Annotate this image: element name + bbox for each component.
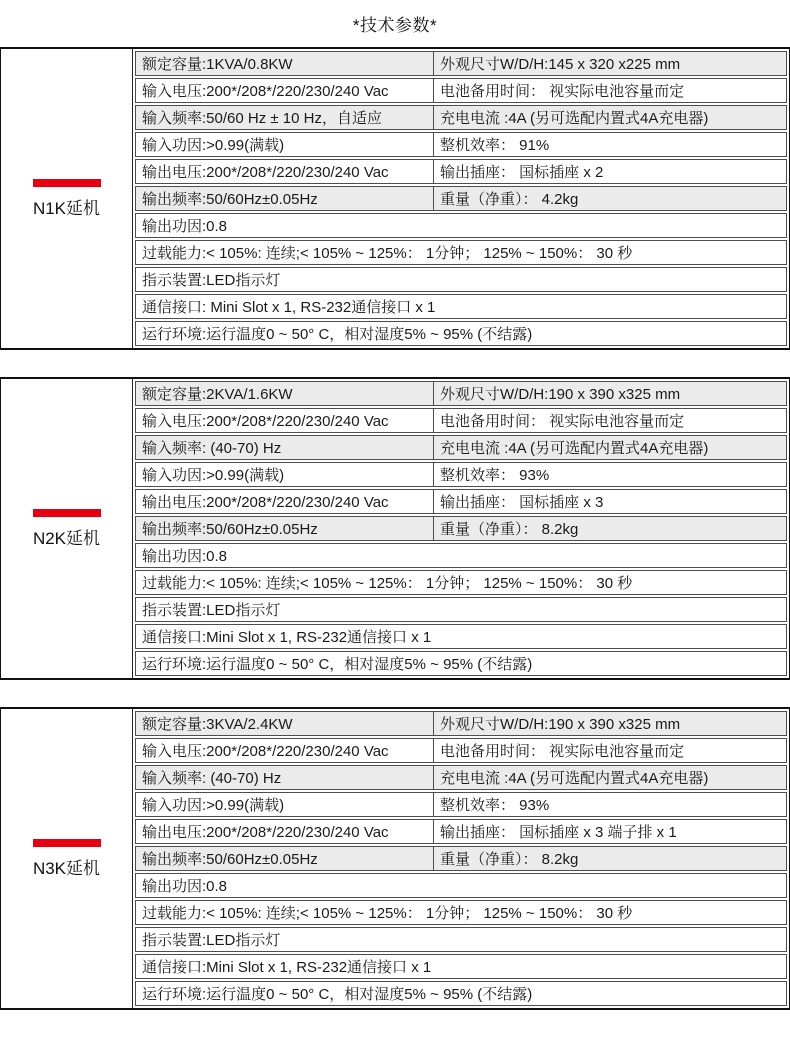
spec-cell-full: 过载能力:< 105%: 连续;< 105% ~ 125%： 1分钟； 125% ~ 150%： 30 秒 [142, 575, 633, 592]
spec-row [135, 321, 787, 346]
spec-cell-full: 输出功因:0.8 [142, 548, 228, 565]
spec-cell-left: 输出频率:50/60Hz±0.05Hz [136, 187, 434, 210]
spec-row [135, 186, 787, 211]
spec-cell-right: 充电电流 :4A (另可选配内置式4A充电器) [440, 440, 709, 457]
spec-cell-left: 额定容量:1KVA/0.8KW [136, 52, 434, 75]
spec-table-n2k [0, 377, 790, 680]
model-cell [1, 709, 133, 1008]
spec-row [135, 927, 787, 952]
spec-cell-full: 输出功因:0.8 [142, 878, 228, 895]
spec-cell-full: 通信接口:Mini Slot x 1, RS-232通信接口 x 1 [142, 959, 432, 976]
spec-cell-right: 充电电流 :4A (另可选配内置式4A充电器) [440, 110, 709, 127]
spec-row [135, 294, 787, 319]
spec-cell-left: 输入功因:>0.99(满载) [136, 133, 434, 156]
spec-row [135, 792, 787, 817]
spec-cell-right: 外观尺寸W/D/H:190 x 390 x325 mm [440, 716, 681, 733]
spec-cell-right: 电池备用时间： 视实际电池容量而定 [440, 83, 685, 100]
spec-cell-full: 指示装置:LED指示灯 [142, 932, 281, 949]
model-cell [1, 49, 133, 348]
spec-cell-left: 输出电压:200*/208*/220/230/240 Vac [136, 490, 434, 513]
spec-row [135, 105, 787, 130]
spec-cell-left: 输出电压:200*/208*/220/230/240 Vac [136, 820, 434, 843]
spec-row [135, 597, 787, 622]
spec-cell-full: 运行环境:运行温度0 ~ 50° C，相对湿度5% ~ 95% (不结露) [142, 656, 533, 673]
spec-row [135, 489, 787, 514]
spec-row [135, 159, 787, 184]
spec-row [135, 765, 787, 790]
spec-rows [133, 709, 789, 1008]
page-title: *技术参数* [352, 16, 438, 35]
spec-row [135, 624, 787, 649]
spec-cell-right: 重量（净重）： 8.2kg [440, 521, 579, 538]
spec-cell-full: 指示装置:LED指示灯 [142, 602, 281, 619]
spec-cell-full: 过载能力:< 105%: 连续;< 105% ~ 125%： 1分钟； 125% ~ 150%： 30 秒 [142, 245, 633, 262]
spec-row [135, 900, 787, 925]
spec-cell-left: 额定容量:2KVA/1.6KW [136, 382, 434, 405]
spec-row [135, 78, 787, 103]
spec-row [135, 981, 787, 1006]
spec-cell-right: 电池备用时间： 视实际电池容量而定 [440, 743, 685, 760]
spec-row [135, 51, 787, 76]
spec-row [135, 543, 787, 568]
spec-row [135, 570, 787, 595]
spec-cell-right: 整机效率： 91% [440, 137, 550, 154]
model-cell [1, 379, 133, 678]
spec-cell-full: 通信接口: Mini Slot x 1, RS-232通信接口 x 1 [142, 299, 436, 316]
red-accent-bar [33, 839, 101, 847]
spec-cell-left: 输入频率:50/60 Hz ± 10 Hz，自适应 [136, 106, 434, 129]
spec-cell-left: 输入电压:200*/208*/220/230/240 Vac [136, 409, 434, 432]
spec-row [135, 738, 787, 763]
spec-cell-left: 输出频率:50/60Hz±0.05Hz [136, 517, 434, 540]
spec-row [135, 711, 787, 736]
spec-row [135, 132, 787, 157]
spec-cell-right: 输出插座： 国标插座 x 3 [440, 494, 604, 511]
spec-cell-left: 输入频率: (40-70) Hz [136, 766, 434, 789]
spec-cell-full: 运行环境:运行温度0 ~ 50° C，相对湿度5% ~ 95% (不结露) [142, 986, 533, 1003]
spec-cell-left: 输入功因:>0.99(满载) [136, 793, 434, 816]
spec-cell-right: 重量（净重）： 8.2kg [440, 851, 579, 868]
spec-table-n1k [0, 47, 790, 350]
spec-cell-right: 外观尺寸W/D/H:145 x 320 x225 mm [440, 56, 681, 73]
spec-cell-right: 输出插座： 国标插座 x 2 [440, 164, 604, 181]
spec-cell-left: 输入电压:200*/208*/220/230/240 Vac [136, 739, 434, 762]
spec-cell-full: 输出功因:0.8 [142, 218, 228, 235]
spec-row [135, 819, 787, 844]
spec-row [135, 213, 787, 238]
spec-row [135, 873, 787, 898]
spec-cell-right: 充电电流 :4A (另可选配内置式4A充电器) [440, 770, 709, 787]
spec-row [135, 516, 787, 541]
spec-row [135, 267, 787, 292]
spec-cell-right: 整机效率： 93% [440, 797, 550, 814]
spec-cell-right: 电池备用时间： 视实际电池容量而定 [440, 413, 685, 430]
spec-cell-right: 外观尺寸W/D/H:190 x 390 x325 mm [440, 386, 681, 403]
spec-cell-right: 重量（净重）： 4.2kg [440, 191, 579, 208]
spec-cell-left: 输入频率: (40-70) Hz [136, 436, 434, 459]
spec-row [135, 846, 787, 871]
red-accent-bar [33, 509, 101, 517]
spec-cell-full: 运行环境:运行温度0 ~ 50° C，相对湿度5% ~ 95% (不结露) [142, 326, 533, 343]
spec-table-n3k [0, 707, 790, 1010]
spec-row [135, 408, 787, 433]
red-accent-bar [33, 179, 101, 187]
spec-rows [133, 379, 789, 678]
spec-cell-left: 额定容量:3KVA/2.4KW [136, 712, 434, 735]
spec-row [135, 954, 787, 979]
spec-row [135, 435, 787, 460]
spec-row [135, 651, 787, 676]
model-name-label: N2K延机 [32, 528, 101, 548]
spec-row [135, 462, 787, 487]
spec-row [135, 240, 787, 265]
spec-cell-full: 过载能力:< 105%: 连续;< 105% ~ 125%： 1分钟； 125% ~ 150%： 30 秒 [142, 905, 633, 922]
spec-cell-full: 通信接口:Mini Slot x 1, RS-232通信接口 x 1 [142, 629, 432, 646]
spec-cell-right: 整机效率： 93% [440, 467, 550, 484]
model-name-label: N1K延机 [32, 198, 101, 218]
spec-cell-left: 输入功因:>0.99(满载) [136, 463, 434, 486]
spec-tables-container [0, 47, 790, 1010]
spec-cell-full: 指示装置:LED指示灯 [142, 272, 281, 289]
spec-cell-left: 输出频率:50/60Hz±0.05Hz [136, 847, 434, 870]
spec-cell-left: 输入电压:200*/208*/220/230/240 Vac [136, 79, 434, 102]
model-name-label: N3K延机 [32, 858, 101, 878]
spec-row [135, 381, 787, 406]
spec-cell-right: 输出插座： 国标插座 x 3 端子排 x 1 [440, 824, 677, 841]
spec-rows [133, 49, 789, 348]
spec-cell-left: 输出电压:200*/208*/220/230/240 Vac [136, 160, 434, 183]
